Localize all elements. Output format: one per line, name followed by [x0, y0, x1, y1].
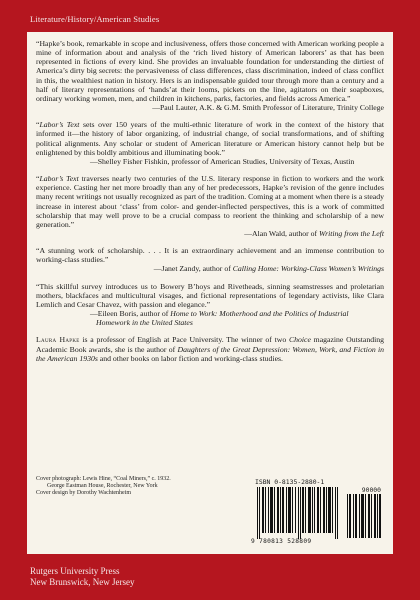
- blurb-boris: “This skillful survey introduces us to Bowery B’hoys and Rivetheads, sinning seamstresses and proletarian mothers, blackfaces and multicultural visages, and fictional representations of legendary activists, like Clara Lemlich and Cesar Chavez, with passion and elegance.”: [36, 281, 384, 309]
- isbn-label: ISBN 0-8135-2880-1: [255, 478, 325, 486]
- book-title-ref: Labor’s Text: [39, 120, 80, 130]
- blurb-wald: “Labor’s Text traverses nearly two centuries of the U.S. literary response in fiction to workers and the work experience. Casting her net more broadly than any of her predecessors, Hapke’s revision of the genre includes many recent writings not usually recognized as part of the tradition. Coming at a moment when there is a steady increase in interest about ‘class’ from color- and gender-inflected perspectives, this is a work of committed scholarship that may well prove to be a crucial compass to reorient the thinking and scholarship of a new generation.”: [36, 174, 384, 229]
- blurb-fishkin: “Labor’s Text sets over 150 years of the multi-ethnic literature of work in the context of the history that informed it—the history of labor organizing, of industrial change, of social transformations, and of shifting political alignments. Any scholar or student of American literature or American history cannot help but be enlightened by this boldly ambitious and illuminating book.”: [36, 120, 384, 157]
- attribution-wald: —Alan Wald, author of Writing from the Left: [244, 228, 384, 238]
- author-bio: Laura Hapke is a professor of English at Pace University. The winner of two Choice magazine Outstanding Academic Book awards, she is the author of Daughters of the Great Depression: Women, Work, and Fiction in the American 1930s and other books on labor fiction and working-class studies.: [36, 335, 385, 363]
- attribution-boris: —Eileen Boris, author of Home to Work: Motherhood and the Politics of Industrial Homework in the United States: [90, 309, 349, 328]
- blurb-zandy: “A stunning work of scholarship. . . . It is an extraordinary achievement and an immense contribution to working-class studies.”: [36, 246, 384, 265]
- attribution-zandy: —Janet Zandy, author of Calling Home: Working-Class Women’s Writings: [153, 264, 384, 274]
- category-label: Literature/History/American Studies: [30, 14, 160, 24]
- price-barcode-icon: [347, 494, 381, 538]
- price-code: 90000: [361, 486, 381, 494]
- barcode-number: 9 780813 528809: [251, 538, 312, 545]
- barcode-icon: [257, 487, 341, 539]
- cover-credits: Cover photograph: Lewis Hine, “Coal Miners,” c. 1932. George Eastman House, Rochester, New York Cover design by Dorothy Wachtenheim: [36, 476, 171, 496]
- blurb-lauter: “Hapke’s book, remarkable in scope and inclusiveness, offers those concerned with American working people a mine of information about and analysis of the ‘rich lived history of American laborers’ as that has been represented in fictions of every kind. She provides an invaluable foundation for understanding the dirtiest of America’s dirty big secrets: the pervasiveness of class differences, class discrimination, indeed of class conflict in this, the wealthiest nation in history. Hers is an indispensable guided tour through more than a century and a half of literary representations of ‘hands’at their looms, pickets on the line, agitators on their soapboxes, ordinary working women, men, and children in kitchens, parks, factories, and fields across America.”: [36, 39, 384, 103]
- book-title-ref: Labor’s Text: [39, 174, 79, 184]
- attribution-lauter: —Paul Lauter, A.K. & G.M. Smith Professor of Literature, Trinity College: [152, 103, 384, 113]
- author-name: Laura Hapke: [36, 335, 80, 345]
- publisher-name: Rutgers University Press: [30, 566, 120, 576]
- publisher-imprint: [30, 566, 134, 588]
- attribution-fishkin: —Shelley Fisher Fishkin, professor of American Studies, University of Texas, Austin: [90, 156, 355, 166]
- blurb-panel: [27, 32, 393, 554]
- barcode-area: [251, 478, 383, 546]
- publisher-location: New Brunswick, New Jersey: [30, 577, 135, 587]
